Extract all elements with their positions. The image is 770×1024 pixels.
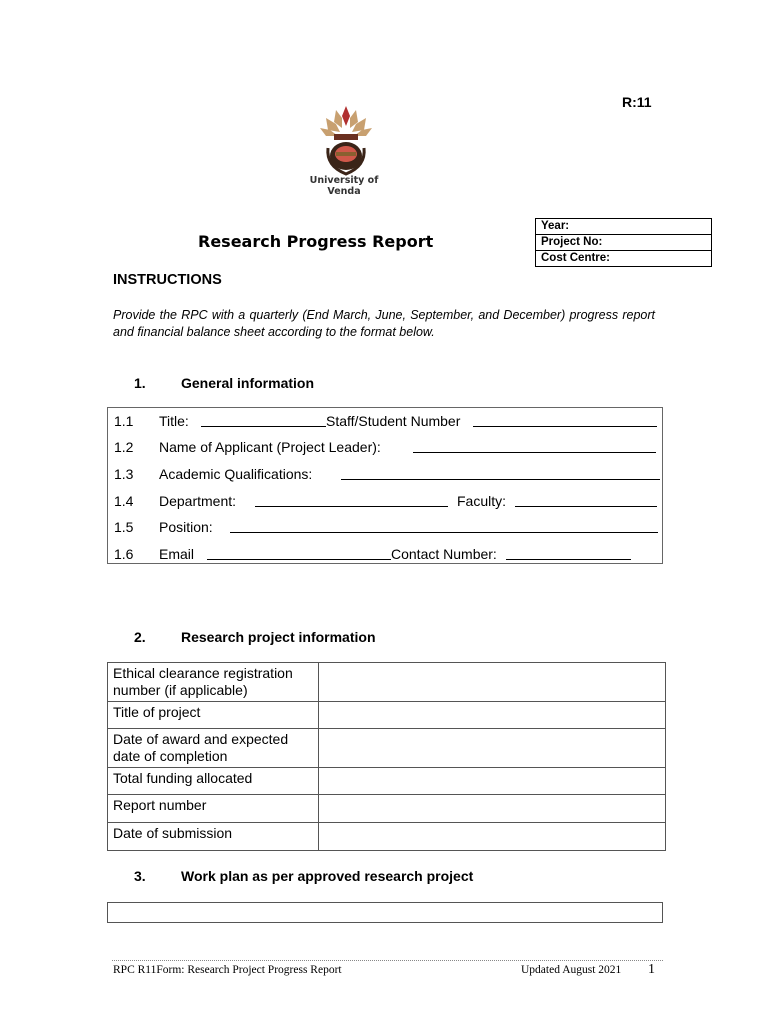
ethical-clearance-label: Ethical clearance registration number (if applicable) xyxy=(108,663,319,702)
meta-info-box xyxy=(535,218,712,267)
applicant-name-input-line[interactable] xyxy=(413,438,656,453)
form-reference-code: R:11 xyxy=(622,94,652,110)
gi-row-label-secondary: Staff/Student Number xyxy=(326,413,461,429)
section2-title: Research project information xyxy=(181,629,376,645)
footer-divider xyxy=(112,960,663,961)
position-input-line[interactable] xyxy=(230,518,658,533)
research-project-table xyxy=(107,662,666,851)
gi-row-label: Title: xyxy=(159,413,189,429)
award-date-label: Date of award and expected date of completion xyxy=(108,729,319,768)
gi-row-number: 1.3 xyxy=(114,466,134,482)
cost-centre-field[interactable]: Cost Centre: xyxy=(541,252,611,264)
report-number-input-cell[interactable] xyxy=(319,795,666,823)
total-funding-label: Total funding allocated xyxy=(108,768,319,795)
faculty-input-line[interactable] xyxy=(515,492,657,507)
total-funding-input-cell[interactable] xyxy=(319,768,666,795)
staff-student-number-input-line[interactable] xyxy=(473,412,657,427)
award-date-input-cell[interactable] xyxy=(319,729,666,768)
table-row xyxy=(108,823,666,851)
work-plan-input-box[interactable] xyxy=(107,902,663,923)
section3-number: 3. xyxy=(134,868,146,884)
contact-number-input-line[interactable] xyxy=(506,545,631,560)
gi-row-number: 1.6 xyxy=(114,546,134,562)
submission-date-input-cell[interactable] xyxy=(319,823,666,851)
submission-date-label: Date of submission xyxy=(108,823,319,851)
title-input-line[interactable] xyxy=(201,412,326,427)
footer-form-name: RPC R11Form: Research Project Progress Report xyxy=(113,964,342,976)
ethical-clearance-input-cell[interactable] xyxy=(319,663,666,702)
report-number-label: Report number xyxy=(108,795,319,823)
logo-caption: University of Venda xyxy=(309,175,379,197)
table-row xyxy=(108,768,666,795)
report-title: Research Progress Report xyxy=(198,232,434,251)
gi-row-label: Position: xyxy=(159,519,213,535)
section2-number: 2. xyxy=(134,629,146,645)
instructions-heading: INSTRUCTIONS xyxy=(113,272,222,288)
year-field[interactable]: Year: xyxy=(536,219,711,235)
table-row xyxy=(108,795,666,823)
table-row xyxy=(108,729,666,768)
gi-row-number: 1.5 xyxy=(114,519,134,535)
instructions-text: Provide the RPC with a quarterly (End March, June, September, and December) progress report and financial balance sheet according to the format below. xyxy=(113,308,655,339)
project-title-label: Title of project xyxy=(108,702,319,729)
project-title-input-cell[interactable] xyxy=(319,702,666,729)
table-row xyxy=(108,702,666,729)
general-information-box xyxy=(107,407,663,564)
qualifications-input-line[interactable] xyxy=(341,465,660,480)
gi-row-label: Academic Qualifications: xyxy=(159,466,313,482)
gi-row-label-secondary: Contact Number: xyxy=(391,546,497,562)
project-no-field[interactable]: Project No: xyxy=(536,235,711,251)
gi-row-label: Email xyxy=(159,546,195,562)
page-number: 1 xyxy=(648,962,655,977)
table-row xyxy=(108,663,666,702)
gi-row-label-secondary: Faculty: xyxy=(457,493,507,509)
section1-title: General information xyxy=(181,375,315,391)
gi-row-number: 1.1 xyxy=(114,413,134,429)
section1-number: 1. xyxy=(134,375,146,391)
gi-row-number: 1.2 xyxy=(114,439,134,455)
gi-row-label: Name of Applicant (Project Leader): xyxy=(159,439,381,455)
gi-row-label: Department: xyxy=(159,493,237,509)
department-input-line[interactable] xyxy=(255,492,448,507)
section3-title: Work plan as per approved research project xyxy=(181,868,474,884)
email-input-line[interactable] xyxy=(207,545,391,560)
footer-updated-date: Updated August 2021 xyxy=(521,964,622,976)
gi-row-number: 1.4 xyxy=(114,493,134,509)
